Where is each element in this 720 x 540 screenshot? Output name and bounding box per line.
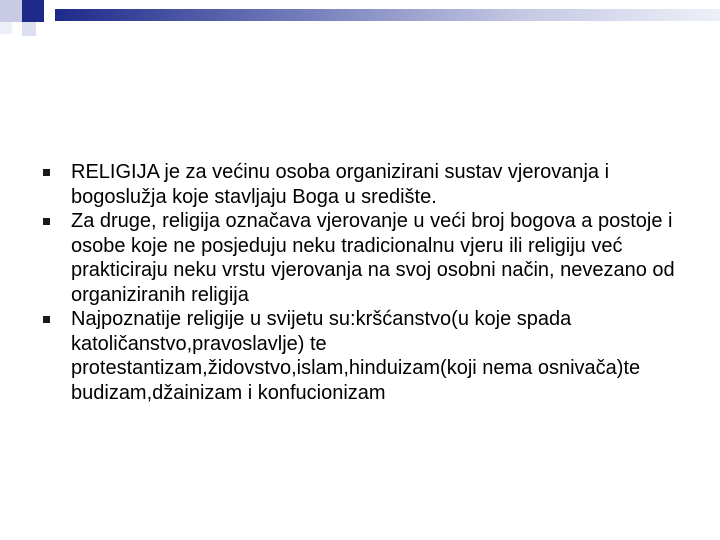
square-bullet-icon bbox=[43, 169, 50, 176]
bullet-text: Za druge, religija označava vjerovanje u veći broj bogova a postoje i osobe koje ne posjeduju neku tradicionalnu vjeru ili religiju već prakticiraju neku vrstu vjerovanja na svoj osobni način, nevezano od organiziranih religija bbox=[71, 210, 675, 306]
top-gradient-bar bbox=[55, 9, 720, 21]
slide-body bbox=[40, 160, 690, 405]
bullet-lead-text: RELIGIJA bbox=[71, 161, 159, 183]
bullet-item bbox=[40, 209, 690, 307]
corner-square-decoration bbox=[22, 0, 44, 22]
corner-square-decoration bbox=[0, 22, 12, 34]
corner-square-decoration bbox=[0, 0, 22, 22]
bullet-item bbox=[40, 160, 690, 209]
bullet-text: je za većinu osoba organizirani sustav vjerovanja i bogoslužja koje stavljaju Boga u središte. bbox=[71, 161, 610, 208]
bullet-list bbox=[40, 160, 690, 405]
corner-square-decoration bbox=[22, 22, 36, 36]
square-bullet-icon bbox=[43, 218, 50, 225]
bullet-text: Najpoznatije religije u svijetu su:kršćanstvo(u koje spada katoličanstvo,pravoslavlje) te protestantizam,židovstvo,islam,hinduizam(koji nema osnivača)te budizam,džainizam i konfucionizam bbox=[71, 308, 641, 404]
square-bullet-icon bbox=[43, 316, 50, 323]
bullet-item bbox=[40, 307, 690, 405]
